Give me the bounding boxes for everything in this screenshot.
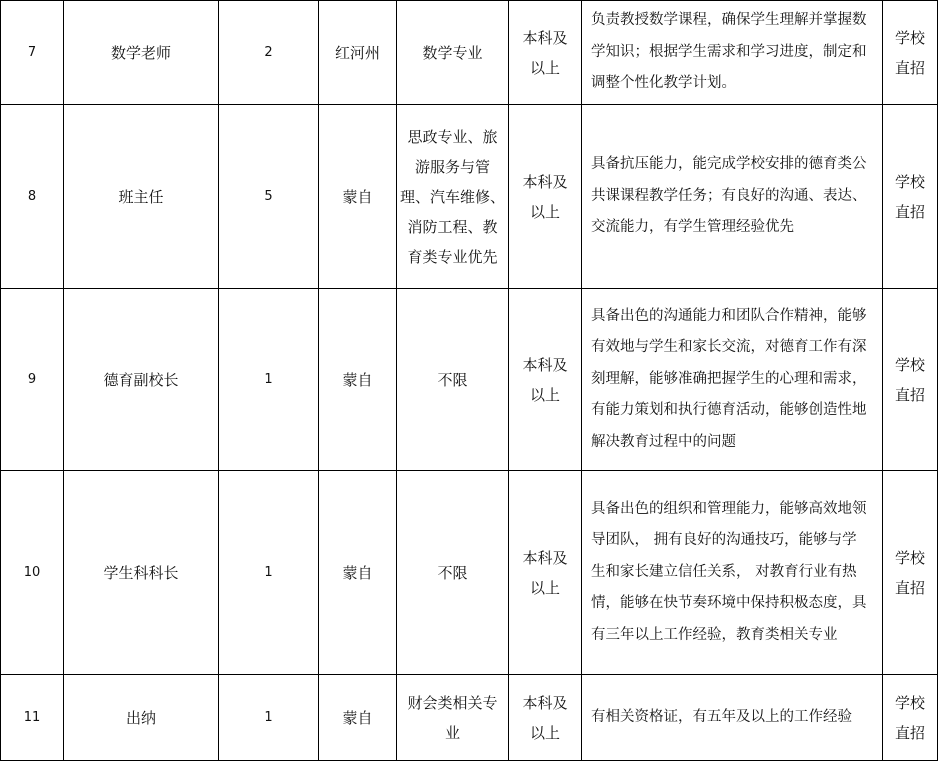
- position-cell: 学生科科长: [64, 471, 219, 675]
- cell-line: 以上: [529, 578, 560, 597]
- cell-line: 本科及: [522, 693, 568, 712]
- cell-line: 具备抗压能力，能完成学校安排的德育类公: [591, 156, 867, 173]
- cell-line: 数学专业: [422, 43, 483, 62]
- cell-line: 财会类相关专: [407, 693, 498, 712]
- recruit-method-cell: [883, 471, 938, 675]
- recruit-method-cell: [883, 105, 938, 289]
- table-row: [1, 471, 938, 675]
- row-number: 9: [1, 289, 64, 471]
- cell-line: 具备出色的沟通能力和团队合作精神，能够: [591, 307, 867, 324]
- cell-line: 不限: [437, 370, 468, 389]
- cell-line: 本科及: [522, 172, 568, 191]
- cell-line: 以上: [529, 723, 560, 742]
- cell-line: 具备出色的组织和管理能力，能够高效地领: [591, 500, 867, 517]
- major-cell: [397, 105, 509, 289]
- recruit-method-cell: [883, 289, 938, 471]
- recruit-method-cell: [883, 1, 938, 105]
- cell-line: 直招: [894, 202, 925, 221]
- education-cell: [509, 675, 582, 761]
- location-cell: 蒙自: [319, 675, 397, 761]
- duty-cell: [582, 471, 883, 675]
- headcount-cell: 1: [219, 471, 319, 675]
- row-number: 11: [1, 675, 64, 761]
- location-cell: 蒙自: [319, 105, 397, 289]
- cell-line: 以上: [529, 58, 560, 77]
- cell-line: 交流能力，有学生管理经验优先: [591, 219, 794, 236]
- education-cell: [509, 1, 582, 105]
- table-row: [1, 289, 938, 471]
- cell-line: 学校: [894, 172, 925, 191]
- major-cell: [397, 675, 509, 761]
- recruit-method-cell: [883, 675, 938, 761]
- table-row: [1, 1, 938, 105]
- cell-line: 直招: [894, 58, 925, 77]
- headcount-cell: 1: [219, 675, 319, 761]
- cell-line: 有相关资格证，有五年及以上的工作经验: [591, 708, 852, 725]
- cell-line: 刻理解，能够准确把握学生的心理和需求，: [591, 370, 867, 387]
- cell-line: 有效地与学生和家长交流，对德育工作有深: [591, 339, 867, 356]
- major-cell: [397, 471, 509, 675]
- cell-line: 调整个性化教学计划。: [591, 75, 736, 92]
- cell-line: 生和家长建立信任关系， 对教育行业有热: [591, 563, 857, 580]
- education-cell: [509, 289, 582, 471]
- duty-cell: [582, 675, 883, 761]
- cell-line: 情，能够在快节奏环境中保持积极态度，具: [591, 595, 867, 612]
- cell-line: 学知识；根据学生需求和学习进度，制定和: [591, 43, 867, 60]
- cell-line: 学校: [894, 548, 925, 567]
- cell-line: 理、汽车维修、: [399, 187, 505, 206]
- cell-line: 思政专业、旅: [407, 127, 498, 146]
- cell-line: 育类专业优先: [407, 247, 498, 266]
- cell-line: 游服务与管: [414, 157, 490, 176]
- cell-line: 解决教育过程中的问题: [591, 433, 736, 450]
- position-cell: 出纳: [64, 675, 219, 761]
- location-cell: 蒙自: [319, 471, 397, 675]
- cell-line: 学校: [894, 28, 925, 47]
- cell-line: 直招: [894, 385, 925, 404]
- headcount-cell: 5: [219, 105, 319, 289]
- duty-cell: [582, 105, 883, 289]
- table-row: [1, 675, 938, 761]
- cell-line: 负责教授数学课程，确保学生理解并掌握数: [591, 12, 867, 29]
- cell-line: 业: [444, 723, 460, 742]
- duty-cell: [582, 289, 883, 471]
- row-number: 7: [1, 1, 64, 105]
- position-cell: 数学老师: [64, 1, 219, 105]
- cell-line: 学校: [894, 355, 925, 374]
- cell-line: 直招: [894, 723, 925, 742]
- cell-line: 直招: [894, 578, 925, 597]
- education-cell: [509, 471, 582, 675]
- cell-line: 有三年以上工作经验，教育类相关专业: [591, 626, 838, 643]
- cell-line: 本科及: [522, 355, 568, 374]
- cell-line: 本科及: [522, 28, 568, 47]
- cell-line: 本科及: [522, 548, 568, 567]
- table-body: [1, 1, 938, 761]
- location-cell: 蒙自: [319, 289, 397, 471]
- row-number: 10: [1, 471, 64, 675]
- cell-line: 不限: [437, 563, 468, 582]
- duty-cell: [582, 1, 883, 105]
- cell-line: 以上: [529, 385, 560, 404]
- cell-line: 以上: [529, 202, 560, 221]
- location-cell: 红河州: [319, 1, 397, 105]
- cell-line: 导团队， 拥有良好的沟通技巧，能够与学: [591, 532, 857, 549]
- major-cell: [397, 1, 509, 105]
- headcount-cell: 2: [219, 1, 319, 105]
- major-cell: [397, 289, 509, 471]
- cell-line: 学校: [894, 693, 925, 712]
- cell-line: 共课课程教学任务；有良好的沟通、表达、: [591, 187, 867, 204]
- cell-line: 有能力策划和执行德育活动，能够创造性地: [591, 402, 867, 419]
- position-cell: 班主任: [64, 105, 219, 289]
- row-number: 8: [1, 105, 64, 289]
- table-row: [1, 105, 938, 289]
- position-cell: 德育副校长: [64, 289, 219, 471]
- cell-line: 消防工程、教: [407, 217, 498, 236]
- education-cell: [509, 105, 582, 289]
- headcount-cell: 1: [219, 289, 319, 471]
